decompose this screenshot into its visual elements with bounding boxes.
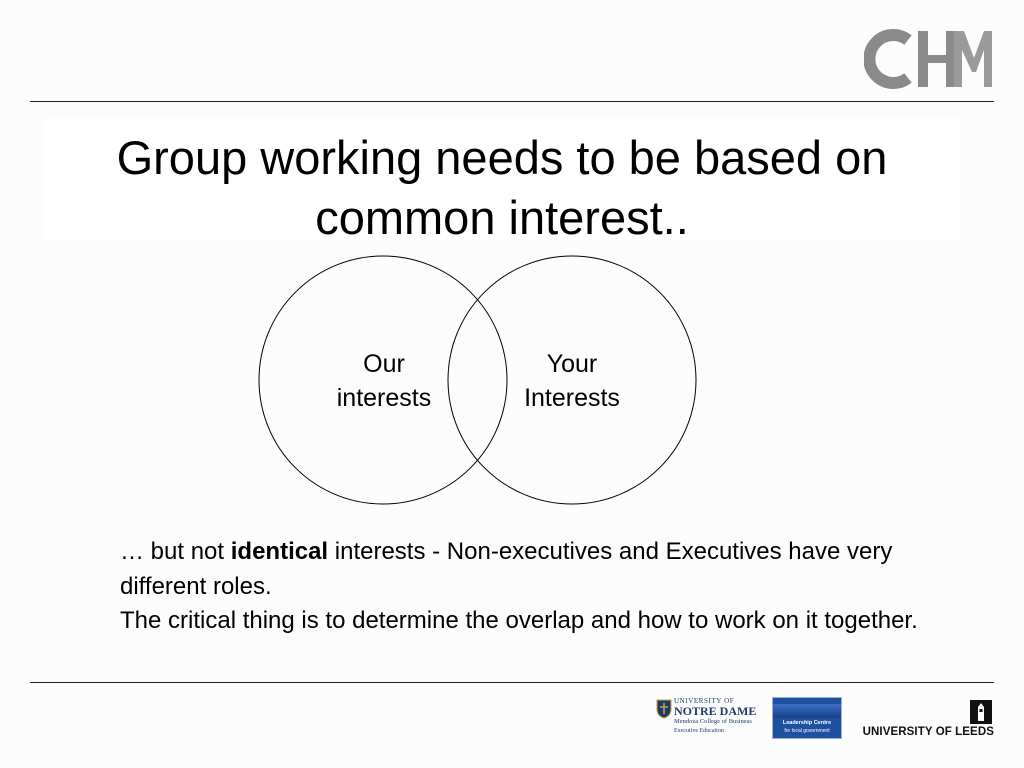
notre-dame-logo bbox=[656, 697, 756, 737]
body-text bbox=[120, 535, 920, 639]
venn-label-our-interests bbox=[324, 347, 444, 415]
body-paragraph-1 bbox=[120, 535, 920, 604]
body-p1-bold: identical bbox=[230, 538, 329, 565]
venn-label-your-interests bbox=[510, 347, 634, 415]
shield-icon bbox=[656, 699, 672, 719]
notre-dame-line1: UNIVERSITY OF bbox=[674, 697, 735, 705]
tower-icon bbox=[970, 700, 992, 724]
venn-label-left-line2: interests bbox=[336, 384, 432, 412]
body-p1-suffix: interests - Non-executives and Executives have very different roles. bbox=[120, 538, 893, 600]
notre-dame-line3: Mendoza College of Business bbox=[674, 718, 752, 725]
leeds-text: UNIVERSITY OF LEEDS bbox=[862, 726, 994, 738]
leadership-centre-logo bbox=[772, 697, 842, 739]
chm-logo bbox=[864, 28, 994, 90]
header-divider bbox=[30, 101, 994, 102]
venn-label-right-line2: Interests bbox=[524, 384, 620, 412]
body-p1-prefix: … but not bbox=[120, 538, 231, 565]
university-of-leeds-logo bbox=[864, 700, 994, 740]
notre-dame-line2: NOTRE DAME bbox=[674, 704, 757, 718]
venn-label-left-line1: Our bbox=[363, 350, 405, 378]
body-paragraph-2: The critical thing is to determine the overlap and how to work on it together. bbox=[120, 607, 918, 634]
leadership-centre-line2: for local government bbox=[784, 728, 830, 734]
notre-dame-line4: Executive Education bbox=[674, 728, 724, 734]
slide-title: Group working needs to be based on common interest.. bbox=[116, 131, 888, 244]
leadership-centre-band bbox=[773, 704, 841, 718]
leadership-centre-line1: Leadership Centre bbox=[782, 720, 832, 726]
venn-label-right-line1: Your bbox=[546, 350, 598, 378]
venn-diagram bbox=[250, 250, 710, 510]
footer-divider bbox=[30, 682, 994, 683]
